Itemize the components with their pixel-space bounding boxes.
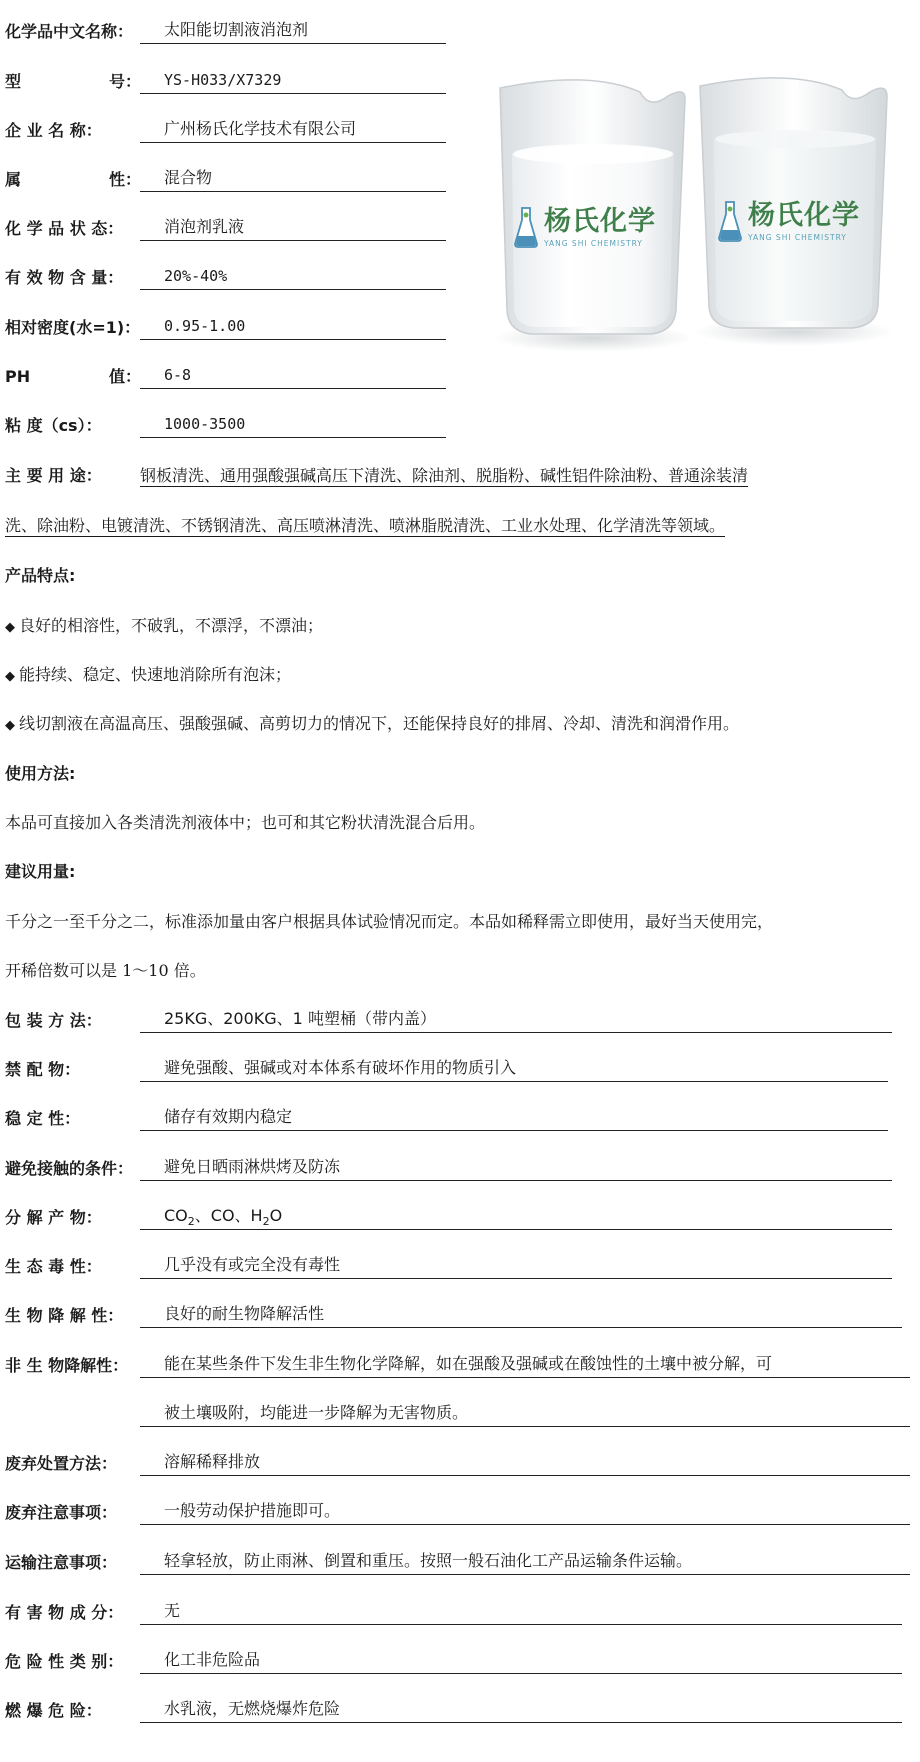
- attribute-value: 混合物: [140, 168, 446, 192]
- biodegrade-value: 良好的耐生物降解活性: [140, 1304, 902, 1328]
- ph-value: 6-8: [140, 365, 446, 389]
- dosage-line-2: 开稀倍数可以是 1～10 倍。: [5, 961, 206, 980]
- attribute-label: 属 性：: [5, 170, 141, 189]
- stability-label: 稳 定 性：: [5, 1109, 81, 1128]
- method-heading: 使用方法:: [5, 764, 76, 783]
- usage-line-2: 洗、除油粉、电镀清洗、不锈钢清洗、高压喷淋清洗、喷淋脂脱清洗、工业水处理、化学清洗等领域。: [5, 516, 726, 535]
- ph-label: PH 值：: [5, 367, 141, 386]
- feature-item: ◆ 线切割液在高温高压、强酸强碱、高剪切力的情况下，还能保持良好的排屑、冷却、清洗和润滑作用。: [5, 714, 740, 733]
- hazardous-value: 无: [140, 1601, 902, 1625]
- disposal-note-value: 一般劳动保护措施即可。: [140, 1501, 910, 1525]
- non-bio-label: 非 生 物降解性：: [5, 1356, 129, 1375]
- density-value: 0.95-1.00: [140, 316, 446, 340]
- state-label: 化 学 品 状 态：: [5, 219, 124, 238]
- disposal-value: 溶解稀释排放: [140, 1452, 910, 1476]
- ecotoxicity-label: 生 态 毒 性：: [5, 1257, 102, 1276]
- flask-icon: [514, 206, 538, 248]
- logo-text-en: YANG SHI CHEMISTRY: [544, 238, 643, 248]
- ecotoxicity-value: 几乎没有或完全没有毒性: [140, 1255, 892, 1279]
- packaging-value: 25KG、200KG、1 吨塑桶（带内盖）: [140, 1009, 892, 1033]
- state-value: 消泡剂乳液: [140, 217, 446, 241]
- logo-left: [514, 206, 656, 248]
- content-value: 20%-40%: [140, 266, 446, 290]
- usage-label: 主 要 用 途：: [5, 466, 102, 485]
- dosage-line-1: 千分之一至千分之二，标准添加量由客户根据具体试验情况而定。本品如稀释需立即使用，最好当天使用完，: [5, 912, 774, 931]
- logo-text-cn: 杨氏化学: [748, 199, 860, 231]
- non-bio-line-2: 被土壤吸附，均能进一步降解为无害物质。: [140, 1403, 910, 1427]
- content-label: 有 效 物 含 量：: [5, 268, 124, 287]
- logo-text-cn: 杨氏化学: [544, 205, 656, 237]
- incompatible-label: 禁 配 物：: [5, 1060, 81, 1079]
- non-bio-line-1: 能在某些条件下发生非生物化学降解，如在强酸及强碱或在酸蚀性的土壤中被分解，可: [140, 1354, 910, 1378]
- transport-value: 轻拿轻放，防止雨淋、倒置和重压。按照一般石油化工产品运输条件运输。: [140, 1551, 910, 1575]
- disposal-label: 废弃处置方法：: [5, 1454, 118, 1473]
- logo-text-en: YANG SHI CHEMISTRY: [748, 232, 847, 242]
- model-label: 型 号：: [5, 72, 141, 91]
- feature-item: ◆ 良好的相溶性，不破乳，不漂浮，不漂油；: [5, 616, 324, 635]
- company-value: 广州杨氏化学技术有限公司: [140, 119, 446, 143]
- company-label: 企 业 名 称：: [5, 121, 102, 140]
- name-value: 太阳能切割液消泡剂: [140, 20, 446, 44]
- avoid-value: 避免日晒雨淋烘烤及防冻: [140, 1157, 892, 1181]
- hazard-class-value: 化工非危险品: [140, 1650, 902, 1674]
- product-image: [490, 70, 895, 380]
- hazardous-label: 有 害 物 成 分：: [5, 1603, 124, 1622]
- incompatible-value: 避免强酸、强碱或对本体系有破坏作用的物质引入: [140, 1058, 888, 1082]
- fire-value: 水乳液，无燃烧爆炸危险: [140, 1699, 902, 1723]
- biodegrade-label: 生 物 降 解 性：: [5, 1306, 124, 1325]
- viscosity-label: 粘 度（cs）：: [5, 416, 102, 435]
- disposal-note-label: 废弃注意事项：: [5, 1503, 118, 1522]
- method-text: 本品可直接加入各类清洗剂液体中；也可和其它粉状清洗混合后用。: [5, 813, 486, 832]
- stability-value: 储存有效期内稳定: [140, 1107, 888, 1131]
- name-label: 化学品中文名称：: [5, 22, 134, 41]
- packaging-label: 包 装 方 法：: [5, 1011, 102, 1030]
- avoid-label: 避免接触的条件：: [5, 1159, 134, 1178]
- flask-icon: [718, 200, 742, 242]
- transport-label: 运输注意事项：: [5, 1553, 118, 1572]
- feature-item: ◆ 能持续、稳定、快速地消除所有泡沫；: [5, 665, 292, 684]
- features-heading: 产品特点:: [5, 566, 76, 585]
- decomposition-label: 分 解 产 物：: [5, 1208, 102, 1227]
- fire-label: 燃 爆 危 险：: [5, 1701, 102, 1720]
- viscosity-value: 1000-3500: [140, 414, 446, 438]
- hazard-class-label: 危 险 性 类 别：: [5, 1652, 124, 1671]
- dosage-heading: 建议用量:: [5, 862, 76, 881]
- density-label: 相对密度(水=1)：: [5, 318, 141, 337]
- model-value: YS-H033/X7329: [140, 70, 446, 94]
- decomposition-value: $CO_2$、CO、$H_2O$: [140, 1206, 892, 1230]
- usage-line-1: 钢板清洗、通用强酸强碱高压下清洗、除油剂、脱脂粉、碱性铝件除油粉、普通涂装清: [140, 466, 749, 485]
- logo-right: [718, 200, 860, 242]
